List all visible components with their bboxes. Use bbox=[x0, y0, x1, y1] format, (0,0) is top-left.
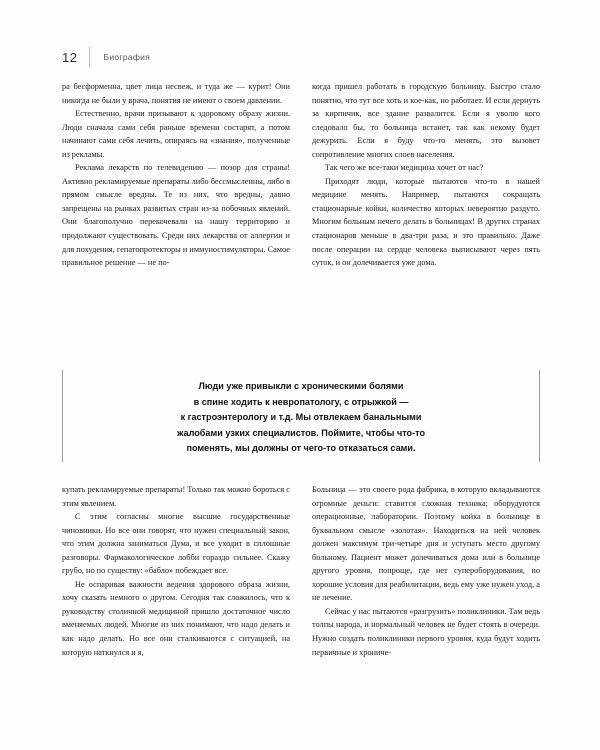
paragraph: Так чего же все-таки медицина хочет от нас? bbox=[325, 163, 484, 173]
text-body-upper bbox=[62, 80, 540, 270]
paragraph: купать рекламируемые препараты! Только так можно бороться с этим явлением. bbox=[62, 485, 290, 508]
pull-quote bbox=[62, 368, 540, 468]
paragraph: Сейчас у нас пытаются «разгрузить» поликлиники. Там ведь толпы народа, и нормальный человек не будет стоять в очереди. Нужно создать поликлиники первого уровня, куда будут ходить первичные и хрониче- bbox=[312, 606, 540, 657]
paragraph: Естественно, врачи призывают к здоровому образу жизни. Люди сначала сами себя раньше времени состарят, а потом начинают сами себя лечить, опираясь на «знания», полученные из рекламы. bbox=[62, 109, 290, 159]
column-right-lower bbox=[312, 483, 540, 659]
paragraph: С этим согласны многие высшие государственные чиновники. Но все они говорят, что нужен специальный закон, что этим должна заниматься Дума, и все уходит в сплошные разговоры. Фармакологическое лобби гораздо сильнее. Скажу грубо, но по существу: «бабло» побеждает все. bbox=[62, 512, 290, 576]
page-number: 12 bbox=[62, 49, 78, 65]
running-head-title: Биография bbox=[103, 52, 151, 62]
pull-quote-line: поменять, мы должны от чего-то отказаться сами. bbox=[186, 443, 416, 454]
column-right-upper bbox=[312, 80, 540, 270]
paragraph: когда пришел работать в городскую больницу. Быстро стало понятно, что тут все хоть и кое-как, но работает. И если дернуть за кирпичик, все здание развалится. Если я уволю кого следовало бы, то больница встанет, так как некому будет дежурить. Если я буду что-то менять, это вызовет сопротивление многих слоев населения. bbox=[312, 82, 540, 159]
paragraph: Больница — это своего рода фабрика, в которую вкладываются огромные деньги: ставится сложная техника; оборудуются операционные, лаборатории. Поэтому койка в больнице в буквальном смысле «золотая». Находиться на ней человек должен максимум три-четыре дня и уступать место другому больному. Пациент может долечиваться дома или в больнице другого уровня, попроще, где нет супероборудования, но хорошие условия для реабилитации, ведь ему уже нужен уход, а не лечение. bbox=[312, 485, 540, 603]
pull-quote-rule-right bbox=[539, 370, 540, 462]
paragraph: Реклама лекарств по телевидению — позор для страны! Активно рекламируемые препараты либо бессмысленны, либо в прямом смысле вредны. Те из них, что вредны, давно запрещены на рынках развитых стран из-за побочных явлений. Они благополучно перекочевали на нашу территорию и продолжают существовать. Среди них лекарства от аллергии и для похудения, гепатопротекторы и иммуностимуляторы. Самое правильное решение — не по- bbox=[62, 163, 290, 268]
pull-quote-text bbox=[63, 368, 539, 468]
running-head bbox=[62, 46, 150, 68]
pull-quote-line: жалобами узких специалистов. Поймите, чтобы что-то bbox=[176, 427, 426, 438]
column-left-lower bbox=[62, 483, 290, 659]
paragraph: Не оспаривая важности ведения здорового образа жизни, хочу сказать немного о другом. Сегодня так сложилось, что к руководству столичной медициной пришло достаточное число вменяемых людей. Многие из них понимают, что надо делать и как надо делать. Но все они сталкиваются с ситуацией, на которую наткнулся и я, bbox=[62, 579, 290, 657]
paragraph: ра бесформенна, цвет лица несвеж, и туда же — курит! Они никогда не были у врача, понятия не имеют о своем давлении. bbox=[62, 82, 290, 105]
text-body-lower bbox=[62, 483, 540, 659]
pull-quote-line: Люди уже привыкли с хроническими болями bbox=[198, 381, 404, 392]
pull-quote-line: к гастроэнтерологу и т.д. Мы отвлекаем банальными bbox=[180, 412, 422, 423]
column-left-upper bbox=[62, 80, 290, 270]
paragraph: Приходят люди, которые пытаются что-то в нашей медицине менять. Например, пытаются сокращать стационарные койки, количество которых невероятно раздуто. Многим больным нечего делать в больницах! В других странах стационаров меньше в два-три раза, и это правильно. Даже после операции на сердце человека выписывают через пять суток, и он долечивается уже дома. bbox=[312, 176, 540, 268]
pull-quote-line: в спине ходить к невропатологу, с отрыжкой — bbox=[193, 396, 409, 407]
